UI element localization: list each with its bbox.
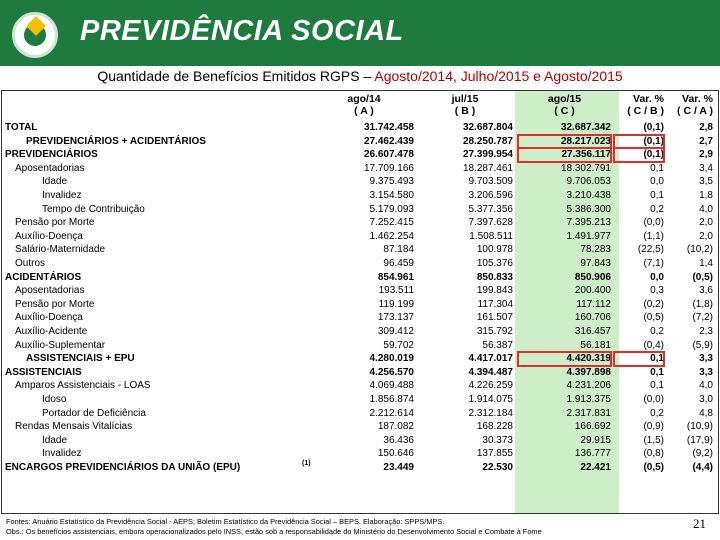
row-label: Auxílio-Doença <box>15 312 83 324</box>
table-row <box>2 203 718 217</box>
col-header-var-cb: Var. % <box>633 93 664 105</box>
value-ago14: 150.646 <box>377 448 414 460</box>
row-label: Portador de Deficiência <box>42 407 146 419</box>
value-ago15: 1.491.977 <box>566 230 611 242</box>
row-label: Tempo de Contribuição <box>42 203 145 215</box>
value-jul15: 7.397.628 <box>468 217 513 229</box>
brand-name: PREVIDÊNCIA SOCIAL <box>80 15 404 47</box>
col-header-a: ago/14 <box>347 93 381 105</box>
page-title <box>0 68 720 84</box>
value-ago14: 5.179.093 <box>369 203 414 215</box>
value-ago15: 56.181 <box>580 339 611 351</box>
value-var-cb: (0,4) <box>643 339 664 351</box>
table-row <box>2 447 718 461</box>
brand-header <box>0 0 720 66</box>
value-jul15: 199.843 <box>476 285 513 297</box>
value-ago14: 31.742.458 <box>363 122 414 133</box>
value-var-ca: 1,4 <box>699 258 713 269</box>
value-var-cb: 0,0 <box>650 176 664 188</box>
value-jul15: 4.417.017 <box>468 353 513 365</box>
table-row <box>2 298 718 312</box>
value-var-cb: (1,5) <box>643 434 664 446</box>
value-var-cb: (7,1) <box>643 258 664 269</box>
table-row <box>2 407 718 421</box>
value-jul15: 28.250.787 <box>462 135 513 147</box>
value-var-ca: 4,8 <box>699 407 713 419</box>
row-label: Pensão por Morte <box>15 298 95 310</box>
value-jul15: 22.530 <box>482 462 513 473</box>
value-ago14: 1.856.874 <box>369 394 414 405</box>
table-row <box>2 352 718 366</box>
value-ago15: 1.913.375 <box>566 394 611 405</box>
value-var-cb: (0,1) <box>614 148 664 162</box>
table-row <box>2 230 718 244</box>
value-jul15: 117.304 <box>477 298 513 310</box>
row-label: Aposentadorias <box>15 285 85 297</box>
value-var-ca: 3,4 <box>699 162 713 174</box>
table-row <box>2 148 718 162</box>
benefits-table <box>1 90 719 514</box>
row-label: PREVIDENCIÁRIOS + ACIDENTÁRIOS <box>26 135 206 147</box>
table-row <box>2 162 718 176</box>
value-var-cb: (0,5) <box>643 312 664 324</box>
value-var-cb: 0,1 <box>650 380 664 392</box>
value-ago15: 316.457 <box>574 326 611 337</box>
value-jul15: 4.394.487 <box>468 366 513 378</box>
value-var-ca: (4,4) <box>692 462 713 473</box>
value-ago15: 29.915 <box>580 434 611 446</box>
value-ago14: 193.511 <box>378 285 414 297</box>
value-ago14: 3.154.580 <box>369 190 414 201</box>
value-ago14: 119.199 <box>378 298 414 310</box>
value-jul15: 100.978 <box>476 244 513 256</box>
table-row <box>2 189 718 203</box>
row-label: Idade <box>42 176 68 188</box>
value-var-ca: (9,2) <box>692 448 713 460</box>
value-var-ca: 4,0 <box>699 203 713 215</box>
value-var-cb: 0,2 <box>650 407 664 419</box>
row-label: Salário-Maternidade <box>15 244 106 256</box>
value-var-ca: 2,3 <box>699 326 713 337</box>
row-label: ASSISTENCIAIS + EPU <box>26 353 135 365</box>
value-ago15: 200.400 <box>574 285 611 297</box>
value-ago14: 854.961 <box>377 271 414 283</box>
row-label: Outros <box>15 258 46 269</box>
value-var-cb: 0,3 <box>650 285 664 297</box>
value-var-cb: 0,1 <box>614 352 664 366</box>
value-var-ca: (10,2) <box>686 244 713 256</box>
value-jul15: 5.377.356 <box>468 203 513 215</box>
table-row <box>2 271 718 285</box>
value-jul15: 168.228 <box>476 421 513 433</box>
value-ago14: 9.375.493 <box>369 176 414 188</box>
value-ago14: 309.412 <box>377 326 414 337</box>
value-ago14: 27.462.439 <box>363 135 414 147</box>
footer-observation: Obs.: Os benefícios assistenciais, embora operacionalizados pelo INSS, estão sob a responsabilidade do Ministério do Desenvolvimento Social e Combate à Fome <box>6 526 542 536</box>
row-label: Auxílio-Doença <box>15 230 83 242</box>
col-sub-c: ( C ) <box>554 105 575 117</box>
footer-sources: Fontes: Anuário Estatístico da Previdência Social - AEPS; Boletim Estatístico da Previdência Social – BEPS. Elaboração: SPPS/MPS. <box>6 517 445 526</box>
value-var-cb: (0,0) <box>643 394 664 405</box>
row-label: Idade <box>42 434 68 446</box>
value-ago15: 9.706.053 <box>566 176 611 188</box>
value-var-ca: 3,5 <box>699 176 713 188</box>
header-row-1 <box>2 93 718 105</box>
value-var-cb: (0,5) <box>643 462 664 473</box>
table-row <box>2 366 718 380</box>
row-label: Idoso <box>42 394 67 405</box>
value-jul15: 105.376 <box>476 258 513 269</box>
value-ago15: 4.420.319 <box>518 352 611 366</box>
value-ago14: 26.607.478 <box>363 149 414 161</box>
table-row <box>2 243 718 257</box>
value-var-ca: 2,9 <box>699 149 713 161</box>
value-var-cb: (22,5) <box>637 244 664 256</box>
value-var-ca: 3,0 <box>699 394 713 405</box>
value-ago15: 22.421 <box>580 462 611 473</box>
table-row <box>2 175 718 189</box>
value-ago14: 59.702 <box>383 339 414 351</box>
value-var-cb: 0,0 <box>650 271 664 283</box>
page-number: 21 <box>693 516 706 531</box>
value-ago14: 87.184 <box>383 244 414 256</box>
value-ago15: 117.112 <box>576 298 611 310</box>
value-var-ca: (0,5) <box>692 271 713 283</box>
table-row <box>2 379 718 393</box>
value-ago15: 78.283 <box>580 244 611 256</box>
table-row <box>2 420 718 434</box>
table-row <box>2 284 718 298</box>
value-var-ca: 2,0 <box>699 217 713 229</box>
col-header-b: jul/15 <box>451 93 479 105</box>
table-row <box>2 135 718 149</box>
value-ago15: 136.777 <box>574 448 611 460</box>
value-ago14: 4.256.570 <box>369 366 414 378</box>
value-var-cb: (0,1) <box>643 122 664 133</box>
value-var-cb: (0,1) <box>614 135 664 149</box>
value-var-ca: 3,6 <box>699 285 713 297</box>
value-ago14: 187.082 <box>377 421 414 433</box>
col-sub-a: ( A ) <box>354 105 374 117</box>
value-var-cb: 0,2 <box>650 203 664 215</box>
row-label: PREVIDENCIÁRIOS <box>5 149 98 161</box>
value-var-cb: (1,1) <box>643 230 664 242</box>
value-jul15: 30.373 <box>482 434 513 446</box>
table-row <box>2 325 718 339</box>
value-var-ca: 2,0 <box>699 230 713 242</box>
title-main: Quantidade de Benefícios Emitidos RGPS – <box>97 68 375 84</box>
value-ago14: 4.280.019 <box>369 353 414 365</box>
table-row <box>2 216 718 230</box>
value-ago15: 7.395.213 <box>566 217 611 229</box>
previdencia-logo-icon <box>12 12 58 58</box>
row-label: Invalidez <box>42 190 82 201</box>
value-var-ca: 2,8 <box>699 122 713 133</box>
value-ago15: 5.386.300 <box>566 203 611 215</box>
table-row <box>2 121 718 135</box>
value-var-ca: (5,9) <box>692 339 713 351</box>
value-var-ca: (1,8) <box>692 298 713 310</box>
value-ago14: 7.252.415 <box>369 217 414 229</box>
value-ago14: 36.436 <box>383 434 414 446</box>
value-var-cb: (0,8) <box>643 448 664 460</box>
value-jul15: 9.703.509 <box>468 176 513 188</box>
col-sub-var-cb: ( C / B ) <box>627 105 664 117</box>
table-row <box>2 311 718 325</box>
value-var-cb: (0,2) <box>643 298 664 310</box>
col-sub-b: ( B ) <box>454 105 476 117</box>
value-var-cb: (0,9) <box>643 421 664 433</box>
value-jul15: 18.287.461 <box>462 162 513 174</box>
table-row <box>2 434 718 448</box>
value-ago15: 27.356.117 <box>518 148 611 162</box>
value-jul15: 137.855 <box>476 448 513 460</box>
row-label: ENCARGOS PREVIDENCIÁRIOS DA UNIÃO (EPU) <box>5 462 241 473</box>
footer-notes <box>6 517 646 536</box>
table-row <box>2 257 718 271</box>
value-var-cb: (0,0) <box>643 217 664 229</box>
value-ago15: 28.217.023 <box>518 135 611 149</box>
row-label: Aposentadorias <box>15 162 85 174</box>
value-ago15: 18.302.791 <box>560 162 611 174</box>
value-var-cb: 0,2 <box>650 326 664 337</box>
value-ago15: 32.687.342 <box>560 122 611 133</box>
value-jul15: 56.387 <box>482 339 513 351</box>
value-ago15: 2.317.831 <box>566 407 611 419</box>
value-ago15: 850.906 <box>574 271 611 283</box>
row-label: TOTAL <box>5 122 38 133</box>
value-jul15: 3.206.596 <box>468 190 513 201</box>
value-ago15: 3.210.438 <box>566 190 611 201</box>
value-ago14: 17.709.166 <box>363 162 414 174</box>
value-ago14: 96.459 <box>383 258 414 269</box>
table-row <box>2 393 718 407</box>
row-label: Auxílio-Suplementar <box>15 339 106 351</box>
row-label: Amparos Assistenciais - LOAS <box>15 380 151 392</box>
row-label: Pensão por Morte <box>15 217 95 229</box>
value-var-ca: (7,2) <box>692 312 713 324</box>
title-highlight: Agosto/2014, Julho/2015 e Agosto/2015 <box>374 68 623 84</box>
value-ago15: 166.692 <box>574 421 611 433</box>
value-jul15: 1.508.511 <box>469 230 513 242</box>
value-ago15: 4.397.898 <box>566 366 611 378</box>
col-header-c: ago/15 <box>547 93 582 105</box>
value-var-ca: 1,8 <box>699 190 713 201</box>
value-jul15: 315.792 <box>476 326 513 337</box>
value-jul15: 1.914.075 <box>468 394 513 405</box>
value-ago14: 4.069.488 <box>369 380 414 392</box>
value-ago15: 97.843 <box>580 258 611 269</box>
value-ago15: 160.706 <box>574 312 611 324</box>
value-var-cb: 0,1 <box>650 190 664 201</box>
value-var-cb: 0,1 <box>650 366 664 378</box>
value-var-ca: 2,7 <box>699 135 713 147</box>
row-label: Rendas Mensais Vitalícias <box>15 421 133 433</box>
table-row <box>2 461 718 475</box>
value-ago14: 1.462.254 <box>369 230 414 242</box>
value-var-ca: 4,0 <box>699 380 713 392</box>
value-ago15: 4.231.206 <box>566 380 611 392</box>
value-var-ca: 3,3 <box>699 353 713 365</box>
row-label: Invalidez <box>42 448 82 460</box>
value-ago14: 23.449 <box>383 462 414 473</box>
value-jul15: 850.833 <box>476 271 513 283</box>
value-var-ca: (17,9) <box>686 434 713 446</box>
value-ago14: 2.212.614 <box>369 407 414 419</box>
value-jul15: 161.507 <box>476 312 513 324</box>
row-label: Auxílio-Acidente <box>15 326 88 337</box>
table-row <box>2 339 718 353</box>
row-footnote-mark: (1) <box>302 460 311 467</box>
value-var-cb: 0,1 <box>650 162 664 174</box>
value-ago14: 173.137 <box>377 312 414 324</box>
header-row-2 <box>2 105 718 117</box>
col-sub-var-ca: ( C / A ) <box>677 105 713 117</box>
value-jul15: 32.687.804 <box>462 122 513 133</box>
value-var-ca: 3,3 <box>699 366 713 378</box>
value-jul15: 2.312.184 <box>468 407 513 419</box>
col-header-var-ca: Var. % <box>682 93 713 105</box>
value-jul15: 27.399.954 <box>462 149 513 161</box>
value-jul15: 4.226.259 <box>468 380 513 392</box>
value-var-ca: (10,9) <box>686 421 713 433</box>
row-label: ACIDENTÁRIOS <box>5 271 82 283</box>
row-label: ASSISTENCIAIS <box>5 366 82 378</box>
